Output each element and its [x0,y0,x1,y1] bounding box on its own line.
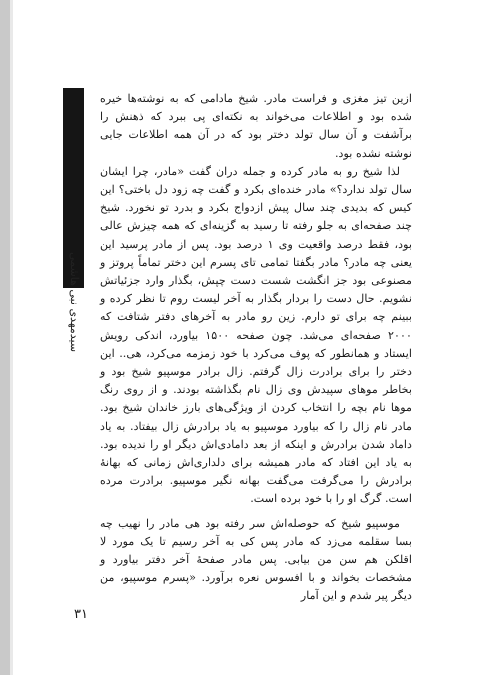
paragraph: لذا شیخ رو به مادر کرده و جمله دران گفت «مادر، چرا ایشان سال تولد ندارد؟» مادر خنده‌ای بکرد و گفت چه زود دل باختی؟ این کیس که بدیدی چند سال پیش ازدواج بکرد و بدرد تو نخورد. شیخ چند صفحه‌ای به جلو رفته تا رسید به گزینه‌ای که همه چیزش عالی بود، فقط درصد واقعیت وی ۱ درصد بود. پس از مادر پرسید این یعنی چه مادر؟ مادر بگفتا تمامی تای پسرم این دختر تماماً پروتز و مصنوعی بود جز انگشت شست دست چپش، بگذار وارد جزئیاتش نشویم. حال دست را بردار بگذار به آخر لیست روم تا نظر کرده و ببینم چه برای تو دارم. زین رو مادر به آخرهای دفتر شتافت که ۲۰۰۰ صفحه‌ای می‌شد. چون صفحه ۱۵۰۰ بیاورد، اندکی رویش ایستاد و همانطور که پوف می‌کرد با خود زمزمه می‌کرد، هی.. این دختر را برای برادرت زال گرفتم. زال برادر موسپیو شیخ بود و بخاطر موهای سپیدش وی زال نام بگذاشته بودند. و از روی رنگ موها نام بچه را انتخاب کردن از ویژگی‌های بارز خاندان شیخ بود. مادر نام زال را که بیاورد موسپیو به یاد برادرش زال بیفتاد. به یاد داماد شدن برادرش و اینکه از بعد دامادی‌اش دیگر او را ندیده بود. به یاد این افتاد که مادر همیشه برای دلداری‌اش زمانی که بهانهٔ برادرش را می‌گرفت می‌گفت بهانه نگیر موسپیو. برادرت مرده است. گرگ او را با خود برده است. [100,164,412,506]
paragraph: موسپیو شیخ که حوصله‌اش سر رفته بود هی مادر را نهیب چه بسا سقلمه می‌زد که مادر پس کی به آخر رسیم تا یک مورد لا اقلکن هم سن من بیابی. پس مادر صفحهٔ آخر دفتر بیاورد و مشخصات بخواند و با افسوس نعره برآورد. «پسرم موسپیو، من دیگر پیر شدم و این آمار [100,516,412,603]
body-text [100,90,412,606]
page-number: ۳۱ [74,607,88,622]
running-author-title-text: سید‌مهدی نبی هاشمی [68,251,81,352]
paragraph: ازین تیز مغزی و فراست مادر. شیخ مادامی که به نوشته‌ها خیره شده بود و اطلاعات می‌خواند به نکته‌ای پی ببرد که ذهنش را برآشفت و آن سال تولد دختر بود که در آن همه اطلاعات جایی نوشته نشده بود. [100,92,412,160]
running-author-title [66,112,82,352]
scan-edge [0,0,10,675]
scan-edge-shadow [10,0,13,675]
